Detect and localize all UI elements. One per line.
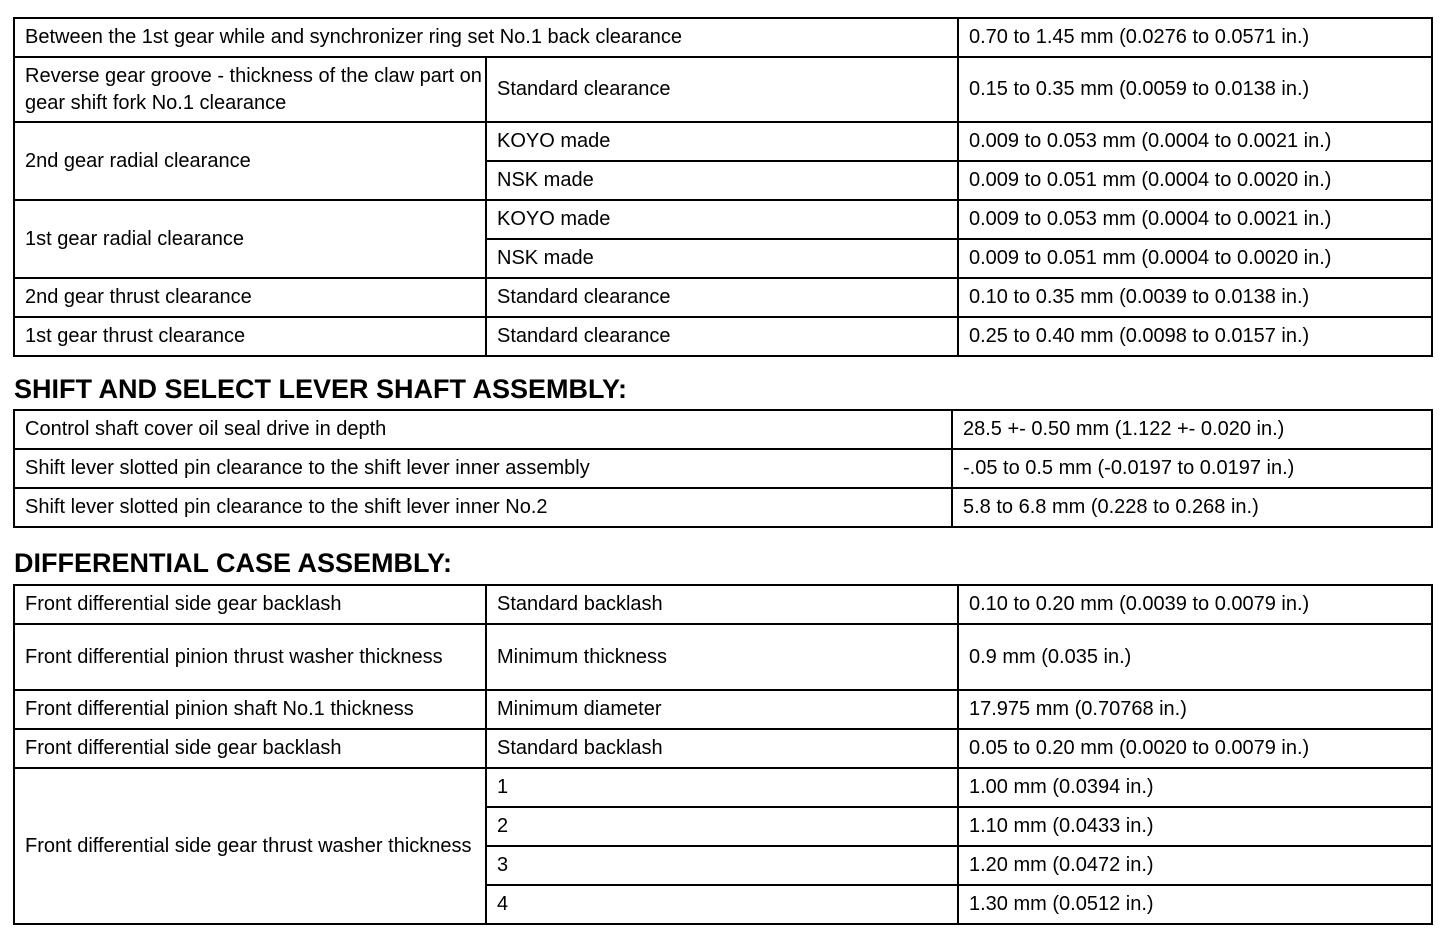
- table-row: [14, 200, 1432, 239]
- table-row: [14, 278, 1432, 317]
- table-row: [14, 449, 1432, 488]
- table-row: [14, 729, 1432, 768]
- table-row: [14, 690, 1432, 729]
- spec-condition: Standard clearance: [486, 278, 958, 317]
- spec-label: Front differential side gear thrust washer thickness: [14, 768, 486, 924]
- spec-value: 1.20 mm (0.0472 in.): [958, 846, 1432, 885]
- spec-condition: Standard backlash: [486, 729, 958, 768]
- spec-value: 0.05 to 0.20 mm (0.0020 to 0.0079 in.): [958, 729, 1432, 768]
- spec-condition: Standard backlash: [486, 585, 958, 624]
- spec-value: 0.009 to 0.053 mm (0.0004 to 0.0021 in.): [958, 200, 1432, 239]
- spec-condition: NSK made: [486, 239, 958, 278]
- spec-label: 1st gear thrust clearance: [14, 317, 486, 356]
- spec-label: Control shaft cover oil seal drive in depth: [14, 410, 952, 449]
- washer-mark: 2: [486, 807, 958, 846]
- spec-value: 1.00 mm (0.0394 in.): [958, 768, 1432, 807]
- spec-condition: Standard clearance: [486, 57, 958, 122]
- spec-label: Between the 1st gear while and synchronizer ring set No.1 back clearance: [14, 18, 958, 57]
- spec-value: 0.10 to 0.35 mm (0.0039 to 0.0138 in.): [958, 278, 1432, 317]
- table-row: [14, 57, 1432, 122]
- spec-label: Front differential pinion thrust washer thickness: [14, 624, 486, 690]
- washer-mark: 4: [486, 885, 958, 924]
- spec-value: 0.10 to 0.20 mm (0.0039 to 0.0079 in.): [958, 585, 1432, 624]
- table-row: [14, 317, 1432, 356]
- spec-value: 17.975 mm (0.70768 in.): [958, 690, 1432, 729]
- spec-condition: Minimum diameter: [486, 690, 958, 729]
- gear-clearance-table: [13, 17, 1433, 357]
- spec-value: 0.15 to 0.35 mm (0.0059 to 0.0138 in.): [958, 57, 1432, 122]
- spec-label: Front differential pinion shaft No.1 thickness: [14, 690, 486, 729]
- section-heading-differential: DIFFERENTIAL CASE ASSEMBLY:: [14, 548, 453, 578]
- table-row: [14, 624, 1432, 690]
- table-row: [14, 488, 1432, 527]
- shift-lever-table: [13, 409, 1433, 528]
- section-heading-shift-select: SHIFT AND SELECT LEVER SHAFT ASSEMBLY:: [14, 374, 628, 404]
- spec-value: 0.70 to 1.45 mm (0.0276 to 0.0571 in.): [958, 18, 1432, 57]
- spec-condition: KOYO made: [486, 122, 958, 161]
- spec-label: 1st gear radial clearance: [14, 200, 486, 278]
- spec-label: Front differential side gear backlash: [14, 585, 486, 624]
- table-row: [14, 410, 1432, 449]
- spec-value: 1.10 mm (0.0433 in.): [958, 807, 1432, 846]
- spec-label: Shift lever slotted pin clearance to the shift lever inner No.2: [14, 488, 952, 527]
- table-row: [14, 18, 1432, 57]
- spec-value: -.05 to 0.5 mm (-0.0197 to 0.0197 in.): [952, 449, 1432, 488]
- spec-condition: Standard clearance: [486, 317, 958, 356]
- differential-case-table: [13, 584, 1433, 925]
- spec-value: 0.009 to 0.051 mm (0.0004 to 0.0020 in.): [958, 161, 1432, 200]
- spec-value: 28.5 +- 0.50 mm (1.122 +- 0.020 in.): [952, 410, 1432, 449]
- spec-condition: Minimum thickness: [486, 624, 958, 690]
- spec-label: 2nd gear radial clearance: [14, 122, 486, 200]
- spec-value: 0.009 to 0.051 mm (0.0004 to 0.0020 in.): [958, 239, 1432, 278]
- spec-label: Front differential side gear backlash: [14, 729, 486, 768]
- spec-value: 5.8 to 6.8 mm (0.228 to 0.268 in.): [952, 488, 1432, 527]
- spec-condition: NSK made: [486, 161, 958, 200]
- washer-mark: 1: [486, 768, 958, 807]
- spec-value: 0.25 to 0.40 mm (0.0098 to 0.0157 in.): [958, 317, 1432, 356]
- washer-mark: 3: [486, 846, 958, 885]
- spec-label: Shift lever slotted pin clearance to the shift lever inner assembly: [14, 449, 952, 488]
- spec-label: Reverse gear groove - thickness of the claw part on gear shift fork No.1 clearance: [14, 57, 486, 122]
- table-row: [14, 585, 1432, 624]
- spec-value: 0.009 to 0.053 mm (0.0004 to 0.0021 in.): [958, 122, 1432, 161]
- table-row: [14, 122, 1432, 161]
- spec-value: 0.9 mm (0.035 in.): [958, 624, 1432, 690]
- spec-condition: KOYO made: [486, 200, 958, 239]
- spec-value: 1.30 mm (0.0512 in.): [958, 885, 1432, 924]
- table-row: [14, 768, 1432, 807]
- spec-label: 2nd gear thrust clearance: [14, 278, 486, 317]
